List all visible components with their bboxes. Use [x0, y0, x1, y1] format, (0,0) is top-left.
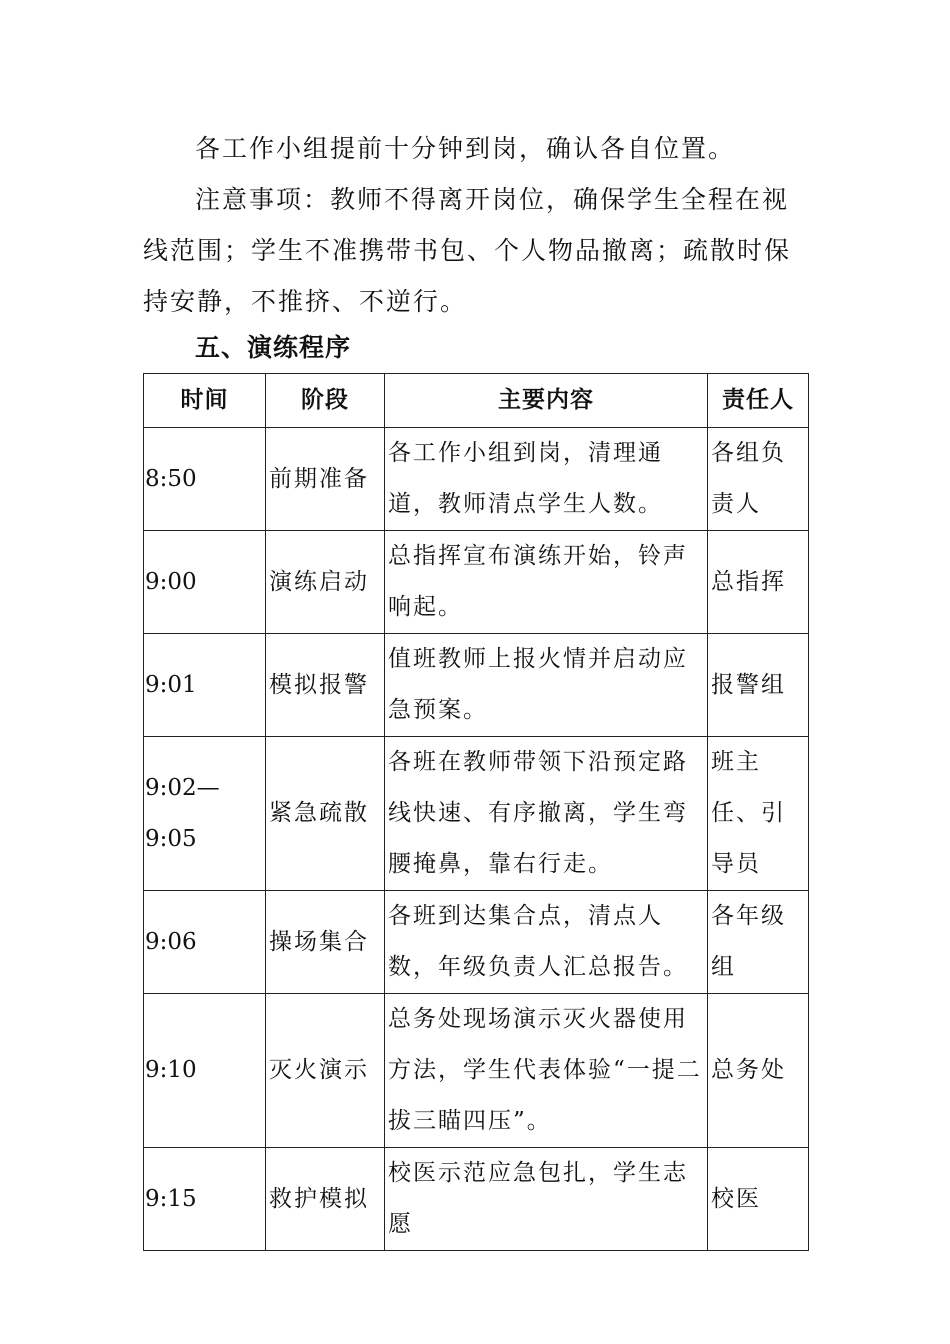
cell-stage: 紧急疏散	[266, 737, 385, 891]
cell-stage: 前期准备	[266, 428, 385, 531]
table-row	[144, 428, 809, 531]
cell-stage: 灭火演示	[266, 994, 385, 1148]
cell-time: 9:10	[144, 994, 266, 1148]
table-header-row	[144, 374, 809, 428]
cell-stage: 操场集合	[266, 891, 385, 994]
cell-stage: 模拟报警	[266, 634, 385, 737]
table-row	[144, 531, 809, 634]
cell-content: 各班到达集合点，清点人数，年级负责人汇总报告。	[385, 891, 708, 994]
drill-schedule-table	[143, 373, 809, 1251]
header-stage: 阶段	[266, 374, 385, 428]
cell-owner: 报警组	[708, 634, 809, 737]
cell-owner: 班主任、引导员	[708, 737, 809, 891]
cell-content: 值班教师上报火情并启动应急预案。	[385, 634, 708, 737]
cell-content: 总指挥宣布演练开始，铃声响起。	[385, 531, 708, 634]
header-time: 时间	[144, 374, 266, 428]
cell-time: 9:06	[144, 891, 266, 994]
table-row	[144, 891, 809, 994]
table-row	[144, 737, 809, 891]
table-row	[144, 634, 809, 737]
cell-owner: 各年级组	[708, 891, 809, 994]
cell-time: 9:02—9:05	[144, 737, 266, 891]
cell-content: 总务处现场演示灭火器使用方法，学生代表体验“一提二拔三瞄四压”。	[385, 994, 708, 1148]
cell-owner: 各组负责人	[708, 428, 809, 531]
paragraph-precautions: 注意事项：教师不得离开岗位，确保学生全程在视线范围；学生不准携带书包、个人物品撤离；疏散时保持安静，不推挤、不逆行。	[143, 185, 792, 316]
cell-owner: 总务处	[708, 994, 809, 1148]
cell-content: 各班在教师带领下沿预定路线快速、有序撤离，学生弯腰掩鼻，靠右行走。	[385, 737, 708, 891]
section-heading: 五、演练程序	[195, 333, 352, 362]
cell-time: 9:01	[144, 634, 266, 737]
header-owner: 责任人	[708, 374, 809, 428]
cell-content: 各工作小组到岗，清理通道，教师清点学生人数。	[385, 428, 708, 531]
cell-owner: 校医	[708, 1148, 809, 1251]
paragraph-team-positions: 各工作小组提前十分钟到岗，确认各自位置。	[195, 134, 736, 163]
table-row	[144, 1148, 809, 1251]
cell-content: 校医示范应急包扎，学生志愿	[385, 1148, 708, 1251]
cell-owner: 总指挥	[708, 531, 809, 634]
cell-time: 9:00	[144, 531, 266, 634]
cell-time: 9:15	[144, 1148, 266, 1251]
table-row	[144, 994, 809, 1148]
cell-stage: 救护模拟	[266, 1148, 385, 1251]
header-content: 主要内容	[385, 374, 708, 428]
cell-stage: 演练启动	[266, 531, 385, 634]
cell-time: 8:50	[144, 428, 266, 531]
